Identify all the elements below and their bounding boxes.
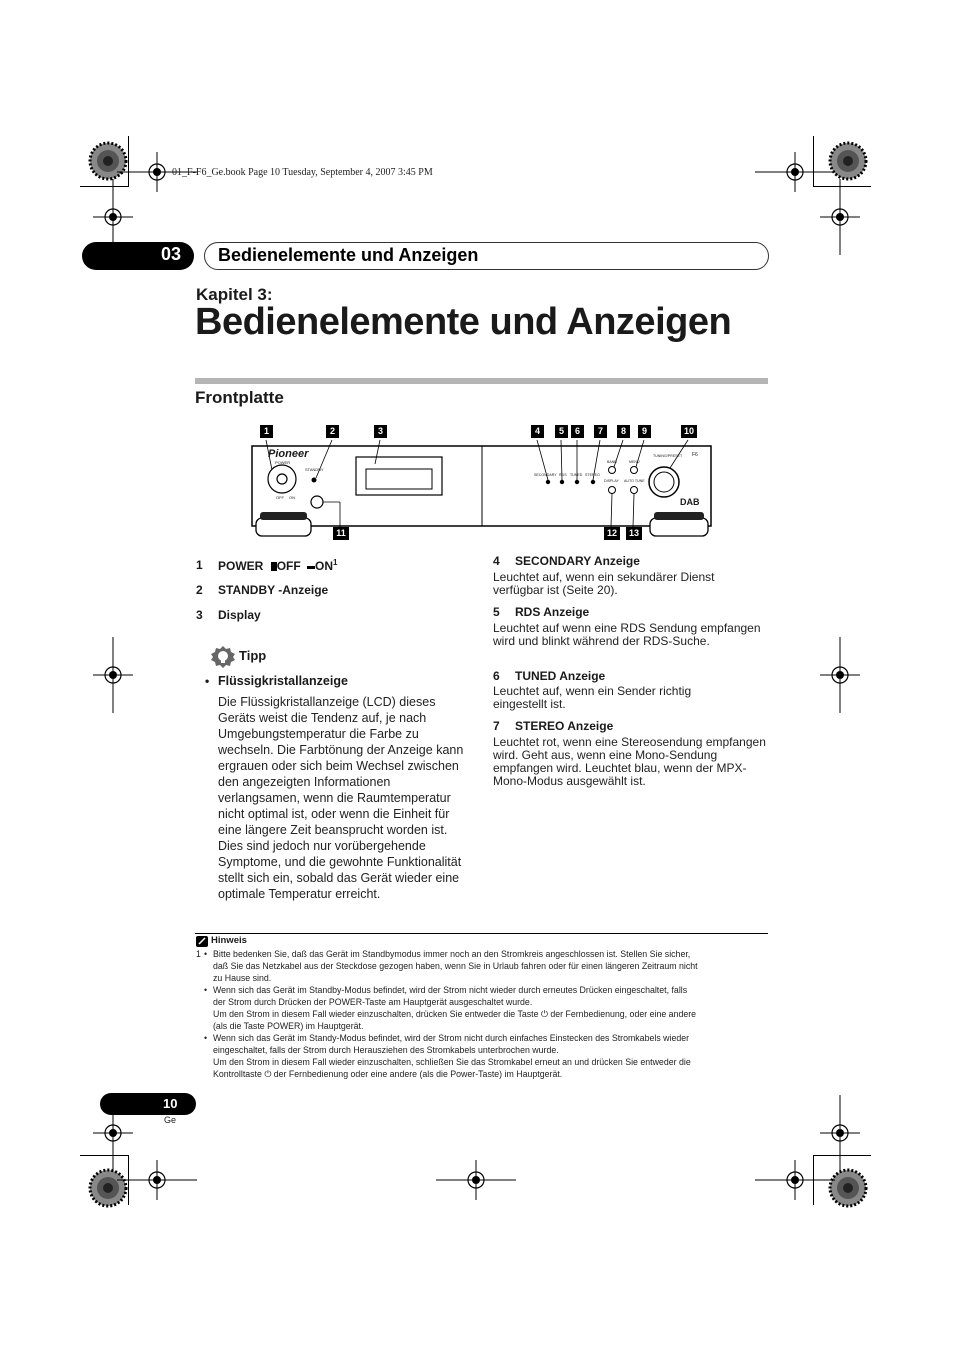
list-item-number: 7 — [493, 719, 500, 733]
note-line: Um den Strom in diesem Fall wieder einzuschalten, schließen Sie das Stromkabel erneut an und drücken Sie entweder die — [213, 1057, 691, 1067]
callout-10: 10 — [681, 425, 697, 438]
note-line: daß Sie das Netzkabel aus der Steckdose gezogen haben, wenn Sie in Urlaub fahren oder für einen längeren Zeitraum nicht — [213, 961, 698, 971]
list-item-title: TUNED Anzeige — [515, 669, 606, 683]
note-heading: Hinweis — [211, 935, 247, 946]
list-item-description: Leuchtet auf, wenn ein sekundärer Dienst verfügbar ist (Seite 20). — [493, 570, 715, 597]
callout-8: 8 — [617, 425, 630, 438]
on-label: ON — [315, 559, 334, 573]
chapter-label: Kapitel 3: — [196, 285, 273, 304]
tip-body: Die Flüssigkristallanzeige (LCD) dieses Geräts weist die Tendenz auf, je nach Umgebungstemperatur die Farbe zu wechseln. Die Farbtönung der Anzeige kann ergrauen oder sich beim Wechsel zwischen den angezeigten Informationen verlangsamen, wenn die Raumtemperatur nicht optimal ist, oder wenn die Einheit für eine längere Zeit beansprucht worden ist. Dies sind jedoch nur vorübergehende Symptome, und die gewohnte Funktionalität stellt sich ein, sobald das Gerät wieder eine optimale Temperatur erreicht. — [218, 695, 464, 901]
power-label: POWER — [218, 559, 264, 573]
list-item-number: 4 — [493, 554, 500, 568]
list-item-description: Leuchtet auf wenn eine RDS Sendung empfangen wird und blinkt während der RDS-Suche. — [493, 621, 761, 648]
note-line: Wenn sich das Gerät im Standby-Modus befindet, wird der Strom nicht wieder durch erneutes Drücken eingeschaltet, falls — [213, 985, 688, 995]
section-rule — [195, 378, 768, 384]
note-line: Um den Strom in diesem Fall wieder einzuschalten, drücken Sie entweder die Taste ⏻ der Fernbedienung, oder eine andere — [213, 1009, 697, 1019]
button-down-icon — [307, 566, 315, 569]
list-item-description: Leuchtet auf, wenn ein Sender richtig eingestellt ist. — [493, 684, 692, 711]
label-power: POWER — [275, 460, 291, 465]
note-bullet-text — [213, 984, 768, 1032]
off-label: OFF — [276, 559, 301, 573]
tip-label: Tipp — [239, 648, 267, 663]
callout-4: 4 — [531, 425, 544, 438]
label-standby: STANDBY — [305, 467, 324, 472]
note-line: zu Hause sind. — [213, 973, 272, 983]
callout-6: 6 — [571, 425, 584, 438]
callout-2: 2 — [326, 425, 339, 438]
pioneer-logo: Pioneer — [268, 448, 309, 460]
chapter-number: 03 — [160, 244, 182, 264]
label-secondary: SECONDARY — [534, 473, 557, 477]
footnote-marker: 1 — [196, 949, 201, 959]
note-bullet: • — [204, 949, 208, 959]
note-line: Kontrolltaste ⏻ der Fernbedienung oder eine andere (als die Power-Taste) im Hauptgerät. — [213, 1069, 563, 1079]
callout-13: 13 — [626, 527, 642, 540]
page-language: Ge — [164, 1115, 177, 1125]
list-item-description: Leuchtet rot, wenn eine Stereosendung empfangen wird. Geht aus, wenn eine Mono-Sendung empfangen wird. Leuchtet blau, wenn der MPX-Mono-Modus ausgewählt ist. — [493, 735, 766, 788]
list-item-number: 6 — [493, 669, 500, 683]
page-title: Bedienelemente und Anzeigen — [195, 301, 732, 343]
book-info-line: 01_F-F6_Ge.book Page 10 Tuesday, September 4, 2007 3:45 PM — [172, 167, 433, 178]
label-on: ON — [289, 495, 295, 500]
list-item-title: STEREO Anzeige — [515, 719, 614, 733]
note-bullet-text — [213, 1032, 768, 1080]
note-bullet: • — [204, 985, 208, 995]
list-item-number: 3 — [196, 608, 203, 622]
label-tuned: TUNED — [570, 473, 583, 477]
callout-9: 9 — [638, 425, 651, 438]
lightbulb-icon — [210, 645, 236, 669]
label-auto-tune: AUTO TUNE — [624, 479, 645, 483]
bullet: • — [205, 674, 210, 688]
list-item-number: 1 — [196, 558, 203, 572]
note-line: der Strom durch Drücken der POWER-Taste am Hauptgerät ausgeschaltet wurde. — [213, 997, 533, 1007]
section-title: Frontplatte — [195, 388, 284, 407]
note-pencil-icon — [196, 936, 208, 947]
callout-7: 7 — [594, 425, 607, 438]
note-line: Wenn sich das Gerät im Standy-Modus befindet, wird der Strom nicht durch einfaches Einstecken des Stromkabels wieder — [213, 1033, 690, 1043]
callout-12: 12 — [604, 527, 620, 540]
list-item-title: STANDBY -Anzeige — [218, 583, 329, 597]
note-bullet: • — [204, 1033, 208, 1043]
footnote-ref: 1 — [333, 558, 338, 567]
list-item-title: RDS Anzeige — [515, 605, 590, 619]
label-band: BAND — [607, 460, 617, 464]
page-number-tab — [100, 1093, 196, 1115]
callout-3: 3 — [374, 425, 387, 438]
note-line: (als die Taste POWER) im Hauptgerät. — [213, 1021, 364, 1031]
callout-1: 1 — [260, 425, 273, 438]
label-tuning-preset: TUNING/PRESET — [653, 454, 683, 458]
chapter-header-title: Bedienelemente und Anzeigen — [218, 245, 479, 265]
dab-logo: DAB — [680, 497, 700, 507]
tip-heading: Flüssigkristallanzeige — [218, 674, 348, 688]
label-menu: MENU — [629, 460, 640, 464]
label-off: OFF — [276, 495, 284, 500]
list-item-number: 5 — [493, 605, 500, 619]
list-item-title — [218, 558, 337, 573]
callout-5: 5 — [555, 425, 568, 438]
front-panel-figure — [250, 420, 715, 550]
list-item-title: SECONDARY Anzeige — [515, 554, 640, 568]
list-item-number: 2 — [196, 583, 203, 597]
note-rule — [195, 933, 768, 934]
note-line: eingeschaltet, falls der Strom durch Herausziehen des Stromkabels unterbrochen wurde. — [213, 1045, 559, 1055]
note-bullet-text — [213, 948, 768, 984]
label-display: DISPLAY — [604, 479, 619, 483]
label-stereo: STEREO — [585, 473, 600, 477]
list-item-title: Display — [218, 608, 261, 622]
callout-11: 11 — [333, 527, 349, 540]
label-rds: RDS — [559, 473, 567, 477]
front-panel-drawing — [250, 420, 715, 550]
page-number: 10 — [163, 1096, 178, 1111]
model-label: F6 — [692, 452, 698, 458]
note-line: Bitte bedenken Sie, daß das Gerät im Standbymodus immer noch an den Stromkreis angeschlossen ist. Stellen Sie sicher, — [213, 949, 691, 959]
